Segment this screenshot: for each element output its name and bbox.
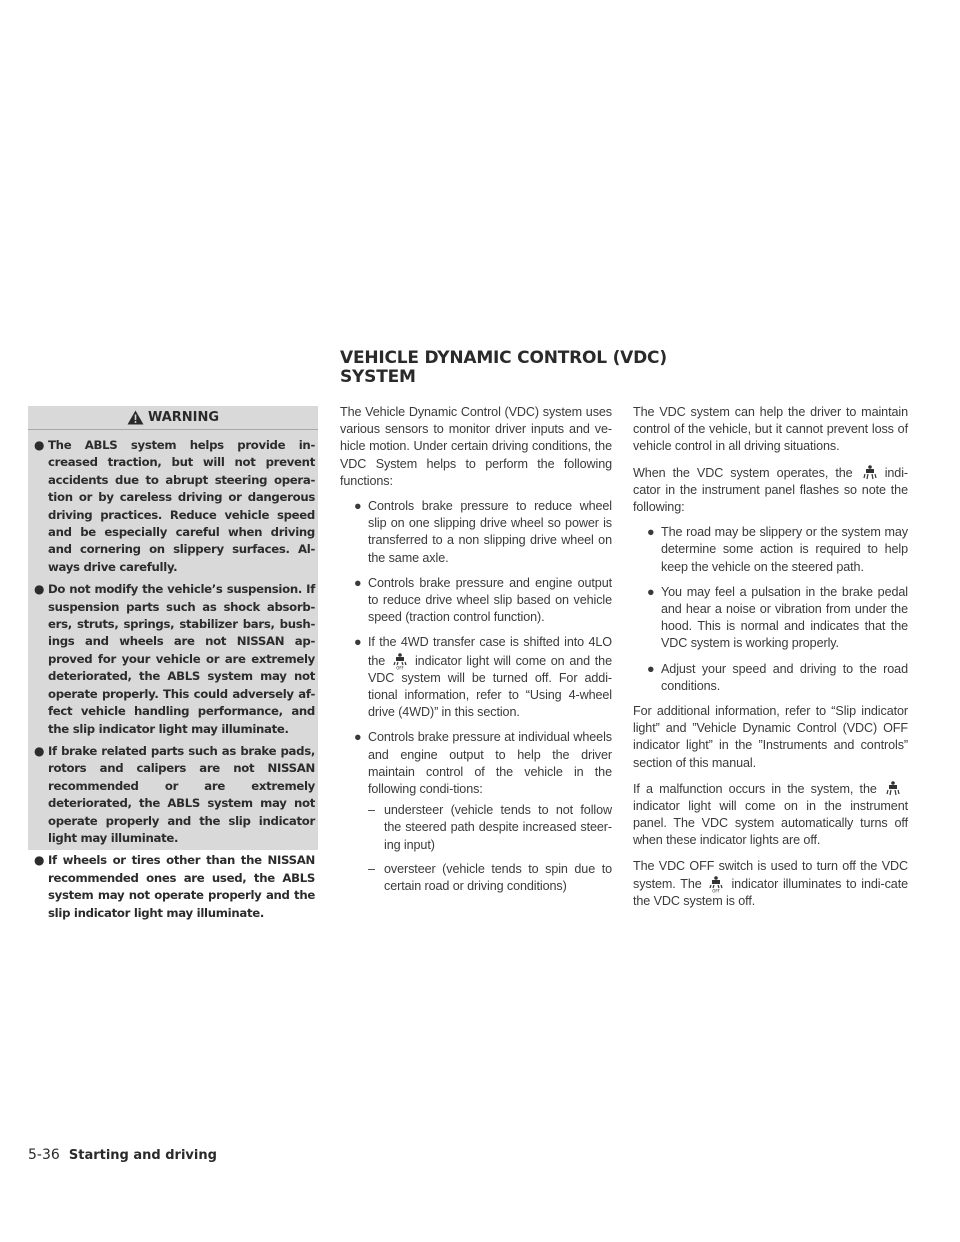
list-item: ● Controls brake pressure at individual wheels and engine output to help the driver maintain control of the vehicle in the following condi-tions: – understeer (vehicle tends to not follow the steered path despite increased steer-ing input) – oversteer (vehicle tends to spin due to certain road or driving conditions) <box>340 729 612 895</box>
slip-off-indicator-icon <box>391 652 409 670</box>
intro-paragraph: The Vehicle Dynamic Control (VDC) system uses various sensors to monitor driver inputs and ve-hicle motion. Under certain driving conditions, the VDC System helps to perform the following functions: <box>340 405 612 488</box>
middle-column <box>340 404 612 903</box>
warning-list <box>28 430 318 922</box>
svg-text:OFF: OFF <box>396 665 404 670</box>
paragraph: The VDC OFF switch is used to turn off the VDC system. The OFF indicator illuminates to indi-cate the VDC system is off. <box>633 858 908 909</box>
function-list <box>340 498 612 895</box>
paragraph: If a malfunction occurs in the system, the indicator light will come on in the instrument panel. The VDC system automatically turns off when these indicator lights are off. <box>633 781 908 848</box>
paragraph: For additional information, refer to “Slip indicator light” and ”Vehicle Dynamic Control (VDC) OFF indicator light” in the ”Instruments and controls” section of this manual. <box>633 704 908 770</box>
list-item: ● Controls brake pressure to reduce wheel slip on one slipping drive wheel so power is transferred to a non slipping drive wheel on the same axle. <box>354 499 612 565</box>
warning-item: ● The ABLS system helps provide in-creased traction, but will not prevent accidents due to abrupt steering opera-tion or by careless driving or dangerous driving practices. Reduce vehicle speed and be especially careful when driving and cornering on slippery surfaces. Al-ways drive carefully. <box>34 438 315 574</box>
section-title <box>340 349 940 387</box>
warning-item: ● Do not modify the vehicle’s suspension. If suspension parts such as shock absorb-ers, struts, springs, stabilizer bars, bush-ings and wheels are not NISSAN ap-proved for your vehicle or are extremely deteriorated, the ABLS system may not operate properly. This could adversely af-fect vehicle handling performance, and the slip indicator light may illuminate. <box>34 582 315 736</box>
warning-heading-text: WARNING <box>147 410 220 425</box>
list-item: ● Controls brake pressure and engine output to reduce drive wheel slip based on vehicle speed (traction control function). <box>354 575 612 625</box>
warning-triangle-icon <box>127 410 144 425</box>
condition-list <box>368 802 612 895</box>
note-list <box>633 524 908 695</box>
paragraph: The VDC system can help the driver to maintain control of the vehicle, but it cannot prevent loss of vehicle control in all driving situations. <box>633 405 908 454</box>
warning-item: ● If wheels or tires other than the NISSAN recommended ones are used, the ABLS system may not operate properly and the slip indicator light may illuminate. <box>34 853 315 920</box>
list-item: ● If the 4WD transfer case is shifted into 4LO the OFF indicator light will come on and the VDC system will be turned off. For addi-tional information, refer to “Using 4-wheel drive (4WD)” in this section. <box>354 635 612 720</box>
page-number: 5-36 <box>28 1147 60 1163</box>
list-item: ● You may feel a pulsation in the brake pedal and hear a noise or vibration from under the hood. This is normal and indicates that the VDC system is working properly. <box>647 584 908 651</box>
warning-box <box>28 406 318 920</box>
page-footer <box>28 1144 217 1163</box>
slip-indicator-icon <box>861 464 879 482</box>
right-column <box>633 404 908 918</box>
svg-text:OFF: OFF <box>712 888 721 893</box>
warning-item: ● If brake related parts such as brake pads, rotors and calipers are not NISSAN recommended or are extremely deteriorated, the ABLS system may not operate properly and the slip indicator light may illuminate. <box>34 743 315 845</box>
warning-heading <box>28 406 318 430</box>
list-item: ● Adjust your speed and driving to the road conditions. <box>647 661 908 693</box>
list-item: – understeer (vehicle tends to not follow the steered path despite increased steer-ing input) <box>368 803 612 852</box>
list-item: ● The road may be slippery or the system may determine some action is required to help keep the vehicle on the steered path. <box>647 525 908 574</box>
section-title-line-1: VEHICLE DYNAMIC CONTROL (VDC) <box>340 348 667 368</box>
paragraph: When the VDC system operates, the indi-cator in the instrument panel flashes so note the following: <box>633 465 909 515</box>
footer-section-name: Starting and driving <box>68 1148 217 1163</box>
slip-off-indicator-icon <box>707 875 725 893</box>
slip-indicator-icon <box>884 780 902 798</box>
list-item: – oversteer (vehicle tends to spin due to certain road or driving conditions) <box>368 861 612 894</box>
section-title-line-2: SYSTEM <box>340 367 416 387</box>
